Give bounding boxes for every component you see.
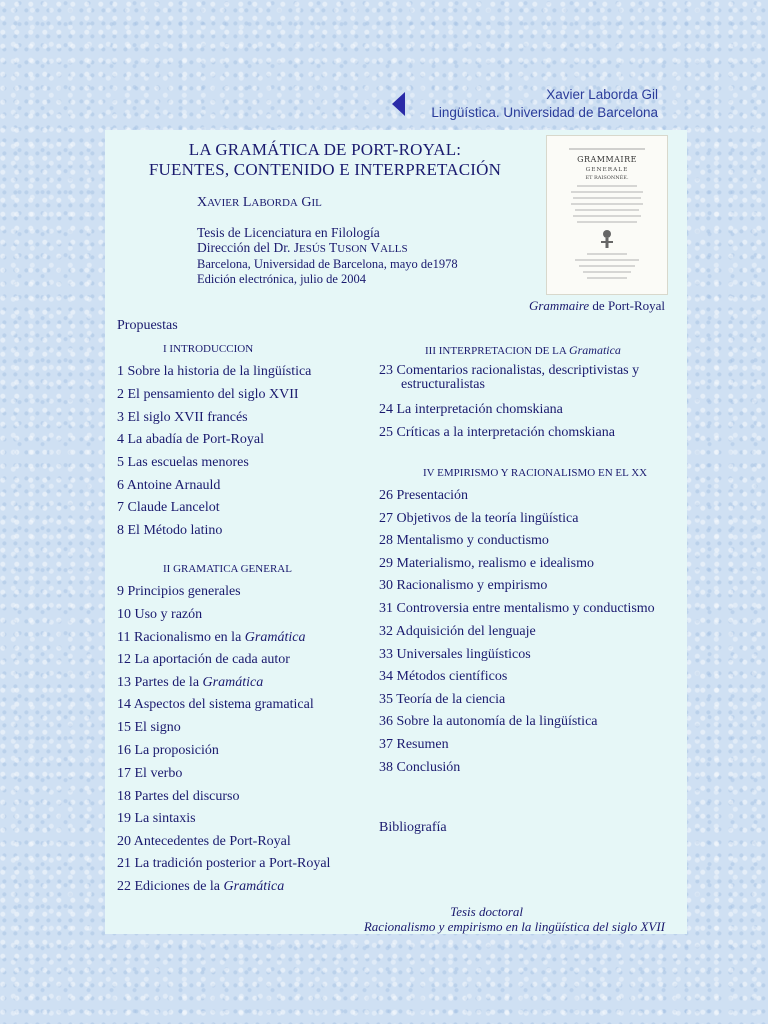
toc-item-5[interactable]: 5 Las escuelas menores — [117, 455, 249, 470]
toc-item-15[interactable]: 15 El signo — [117, 720, 181, 735]
cover-caption: Grammaire de Port-Royal — [528, 298, 665, 313]
toc-item-31[interactable]: 31 Controversia entre mentalismo y conductismo — [379, 601, 655, 616]
toc-item-14[interactable]: 14 Aspectos del sistema gramatical — [117, 697, 314, 712]
thesis-place: Barcelona, Universidad de Barcelona, mayo de1978 — [197, 257, 458, 271]
toc-item-4[interactable]: 4 La abadía de Port-Royal — [117, 432, 264, 447]
section-heading-1: I INTRODUCCION — [163, 343, 254, 355]
toc-item-36[interactable]: 36 Sobre la autonomía de la lingüística — [379, 714, 598, 729]
toc-item-26[interactable]: 26 Presentación — [379, 488, 469, 503]
section-heading-2: II GRAMATICA GENERAL — [163, 563, 292, 575]
site-author-header — [431, 86, 658, 122]
toc-item-2[interactable]: 2 El pensamiento del siglo XVII — [117, 387, 299, 402]
toc-item-7[interactable]: 7 Claude Lancelot — [117, 500, 220, 515]
section-heading-3: III INTERPRETACION DE LA Gramatica — [425, 343, 621, 357]
toc-item-19[interactable]: 19 La sintaxis — [117, 811, 196, 826]
toc-item-8[interactable]: 8 El Método latino — [117, 523, 223, 538]
thesis-edition: Edición electrónica, julio de 2004 — [197, 272, 367, 286]
thesis-type: Tesis de Licenciatura en Filología — [197, 225, 380, 240]
toc-item-10[interactable]: 10 Uso y razón — [117, 607, 203, 622]
footer-line-1[interactable]: Tesis doctoral — [450, 904, 523, 919]
toc-item-22[interactable]: 22 Ediciones de la Gramática — [117, 879, 285, 894]
toc-item-12[interactable]: 12 La aportación de cada autor — [117, 652, 290, 667]
site-author[interactable]: Xavier Laborda Gil — [546, 87, 658, 102]
toc-item-6[interactable]: 6 Antoine Arnauld — [117, 478, 221, 493]
back-arrow-icon[interactable] — [392, 92, 405, 116]
toc-item-38[interactable]: 38 Conclusión — [379, 760, 461, 775]
book-cover-art — [547, 136, 667, 294]
cover-title-2: GENERALE — [585, 167, 629, 173]
toc-item-20[interactable]: 20 Antecedentes de Port-Royal — [117, 834, 291, 849]
toc-item-3[interactable]: 3 El siglo XVII francés — [117, 410, 248, 425]
toc-item-18[interactable]: 18 Partes del discurso — [117, 789, 240, 804]
toc-item-11[interactable]: 11 Racionalismo en la Gramática — [117, 630, 306, 645]
toc-item-34[interactable]: 34 Métodos científicos — [379, 669, 508, 684]
toc-item-37[interactable]: 37 Resumen — [379, 737, 449, 752]
toc-item-32[interactable]: 32 Adquisición del lenguaje — [379, 624, 536, 639]
author-name: XAVIER LABORDA GIL — [197, 195, 322, 210]
section-heading-4: IV EMPIRISMO Y RACIONALISMO EN EL XX — [423, 467, 648, 479]
site-affiliation[interactable]: Lingüística. Universidad de Barcelona — [431, 105, 658, 120]
propuestas-link[interactable]: Propuestas — [117, 318, 178, 333]
toc-item-16[interactable]: 16 La proposición — [117, 743, 219, 758]
toc-item-bibliografia[interactable]: Bibliografía — [379, 820, 447, 835]
toc-item-9[interactable]: 9 Principios generales — [117, 584, 241, 599]
book-cover-image — [546, 135, 668, 295]
toc-item-13[interactable]: 13 Partes de la Gramática — [117, 675, 264, 690]
toc-item-30[interactable]: 30 Racionalismo y empirismo — [379, 578, 548, 593]
toc-item-25[interactable]: 25 Críticas a la interpretación chomskiana — [379, 425, 615, 440]
toc-item-17[interactable]: 17 El verbo — [117, 766, 183, 781]
thesis-director: Dirección del Dr. JESÚS TUSON VALLS — [197, 240, 408, 255]
cover-title-1: GRAMMAIRE — [577, 155, 637, 164]
thesis-meta — [197, 225, 458, 287]
toc-item-35[interactable]: 35 Teoría de la ciencia — [379, 692, 506, 707]
footer-line-2[interactable]: Racionalismo y empirismo en la lingüística del siglo XVII — [363, 919, 665, 934]
toc-item-1[interactable]: 1 Sobre la historia de la lingüística — [117, 364, 312, 379]
toc-item-28[interactable]: 28 Mentalismo y conductismo — [379, 533, 549, 548]
cover-title-3: ET RAISONNÉE. — [585, 175, 629, 181]
toc-item-23[interactable]: 23 Comentarios racionalistas, descriptivistas y estructuralistas — [379, 363, 640, 392]
page-title: LA GRAMÁTICA DE PORT-ROYAL: FUENTES, CONTENIDO E INTERPRETACIÓN — [148, 140, 502, 179]
toc-item-33[interactable]: 33 Universales lingüísticos — [379, 647, 531, 662]
toc-item-24[interactable]: 24 La interpretación chomskiana — [379, 402, 563, 417]
toc-item-27[interactable]: 27 Objetivos de la teoría lingüística — [379, 511, 579, 526]
content-panel — [105, 130, 687, 934]
footer-doctoral-thesis — [364, 904, 665, 934]
cover-emblem-icon — [601, 230, 613, 248]
toc-item-29[interactable]: 29 Materialismo, realismo e idealismo — [379, 556, 595, 571]
toc-item-21[interactable]: 21 La tradición posterior a Port-Royal — [117, 856, 331, 871]
